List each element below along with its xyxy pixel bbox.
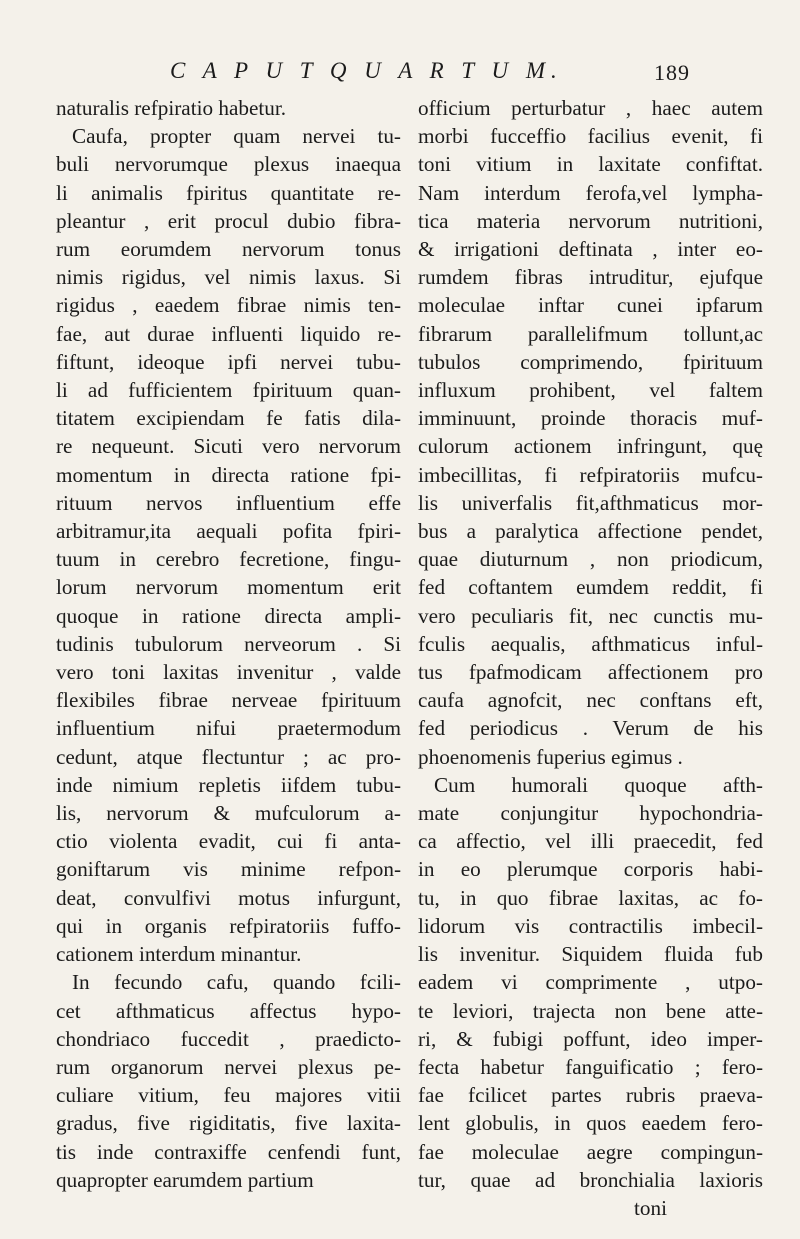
text-line: lorum nervorum momentum erit	[56, 575, 401, 600]
text-line: mate conjungitur hypochondria-	[418, 801, 763, 826]
text-line: tubulos comprimendo, fpirituum	[418, 349, 763, 374]
text-line: chondriaco fuccedit , praedicto-	[56, 1026, 401, 1051]
text-line: tus fpafmodicam affectionem pro	[418, 660, 763, 685]
text-line: quapropter earumdem partium	[56, 1167, 314, 1192]
text-line: vero peculiaris fit, nec cunctis mu-	[418, 603, 763, 628]
text-line: rumdem fibras intruditur, ejufque	[418, 265, 763, 290]
text-line: imminuunt, proinde thoracis muf-	[418, 406, 763, 431]
text-line: fae fcilicet partes rubris praeva-	[418, 1083, 763, 1108]
text-line: fculis aequalis, afthmaticus inful-	[418, 631, 763, 656]
text-line: influentium nifui praetermodum	[56, 716, 401, 741]
text-line: naturalis refpiratio habetur.	[56, 96, 287, 120]
right-text-column	[418, 94, 763, 1222]
text-line: In fecundo cafu, quando fcili-	[72, 970, 401, 995]
text-line: officium perturbatur , haec autem	[418, 96, 763, 120]
text-line: fiftunt, ideoque ipfi nervei tubu-	[56, 349, 401, 374]
text-line: tis inde contraxiffe cenfendi funt,	[56, 1139, 401, 1164]
text-line: titatem excipiendam fe fatis dila-	[56, 406, 401, 431]
text-line: goniftarum vis minime refpon-	[56, 857, 401, 882]
text-line: flexibiles fibrae nerveae fpirituum	[56, 688, 401, 713]
text-line: rum eorumdem nervorum tonus	[56, 237, 401, 262]
text-line: gradus, five rigiditatis, five laxita-	[56, 1111, 401, 1136]
text-line: caufa agnofcit, nec conftans eft,	[418, 688, 763, 713]
text-line: inde nimium repletis iifdem tubu-	[56, 772, 401, 797]
text-line: lidorum vis contractilis imbecil-	[418, 913, 763, 938]
text-line: arbitramur,ita aequali pofita fpiri-	[56, 519, 401, 544]
text-line: nimis rigidus, vel nimis laxus. Si	[56, 265, 401, 290]
text-line: tuum in cerebro fecretione, fingu-	[56, 547, 401, 572]
text-line: Caufa, propter quam nervei tu-	[72, 124, 401, 149]
text-line: Nam interdum ferofa,vel lympha-	[418, 180, 763, 205]
text-line: quae diuturnum , non priodicum,	[418, 547, 763, 572]
text-line: rigidus , eaedem fibrae nimis ten-	[56, 293, 401, 318]
text-line: ctio violenta evadit, cui fi anta-	[56, 829, 401, 854]
text-line: influxum prohibent, vel faltem	[418, 378, 763, 403]
text-line: lis, nervorum & mufculorum a-	[56, 801, 401, 826]
text-line: bus a paralytica affectione pendet,	[418, 519, 763, 544]
page-header	[170, 58, 690, 88]
text-line: in eo plerumque corporis habi-	[418, 857, 763, 882]
text-line: pleantur , erit procul dubio fibra-	[56, 208, 401, 233]
text-line: tica materia nervorum nutritioni,	[418, 208, 763, 233]
text-line: moleculae inftar cunei ipfarum	[418, 293, 763, 318]
text-line: rituum nervos influentium effe	[56, 490, 401, 515]
text-line: fed coftantem eumdem reddit, fi	[418, 575, 763, 600]
text-line: culorum actionem infringunt, quę	[418, 434, 763, 459]
text-line: tudinis tubulorum nerveorum . Si	[56, 631, 401, 656]
text-line: vero toni laxitas invenitur , valde	[56, 660, 401, 685]
text-line: rum organorum nervei plexus pe-	[56, 1054, 401, 1079]
text-line: li ad fufficientem fpirituum quan-	[56, 378, 401, 403]
running-title: C A P U T Q U A R T U M.	[170, 58, 563, 83]
text-line: fibrarum parallelifmum tollunt,ac	[418, 321, 763, 346]
text-line: tu, in quo fibrae laxitas, ac fo-	[418, 885, 763, 910]
text-line: imbecillitas, fi refpiratoriis mufcu-	[418, 462, 763, 487]
page-number: 189	[654, 60, 690, 85]
text-line: toni vitium in laxitate confiftat.	[418, 152, 763, 177]
text-line: tur, quae ad bronchialia laxioris	[418, 1167, 763, 1192]
text-line: & irrigationi deftinata , inter eo-	[418, 237, 763, 262]
text-line: ri, & fubigi poffunt, ideo imper-	[418, 1026, 763, 1051]
text-line: cationem interdum minantur.	[56, 942, 302, 967]
text-line: fae, aut durae influenti liquido re-	[56, 321, 401, 346]
text-line: fecta habetur fanguificatio ; fero-	[418, 1054, 763, 1079]
left-text-column	[56, 94, 401, 1194]
text-line: ca affectio, vel illi praecedit, fed	[418, 829, 763, 854]
text-line: li animalis fpiritus quantitate re-	[56, 180, 401, 205]
text-line: lis invenitur. Siquidem fluida fub	[418, 942, 763, 967]
text-line: qui in organis refpiratoriis fuffo-	[56, 913, 401, 938]
text-line: phoenomenis fuperius egimus .	[418, 744, 683, 769]
text-line: lent globulis, in quos eaedem fero-	[418, 1111, 763, 1136]
text-line: re nequeunt. Sicuti vero nervorum	[56, 434, 401, 459]
text-line: toni	[634, 1195, 667, 1220]
text-line: cet afthmaticus affectus hypo-	[56, 998, 401, 1023]
text-line: lis univerfalis fit,afthmaticus mor-	[418, 490, 763, 515]
text-line: deat, convulfivi motus infurgunt,	[56, 885, 401, 910]
text-line: fed periodicus . Verum de his	[418, 716, 763, 741]
text-line: fae moleculae aegre compingun-	[418, 1139, 763, 1164]
text-line: buli nervorumque plexus inaequa	[56, 152, 401, 177]
text-line: Cum humorali quoque afth-	[434, 772, 763, 797]
text-line: momentum in directa ratione fpi-	[56, 462, 401, 487]
text-line: cedunt, atque flectuntur ; ac pro-	[56, 744, 401, 769]
text-line: culiare vitium, feu majores vitii	[56, 1083, 401, 1108]
text-line: morbi fucceffio facilius evenit, fi	[418, 124, 763, 149]
text-line: eadem vi comprimente , utpo-	[418, 970, 763, 995]
text-line: te leviori, trajecta non bene atte-	[418, 998, 763, 1023]
text-line: quoque in ratione directa ampli-	[56, 603, 401, 628]
